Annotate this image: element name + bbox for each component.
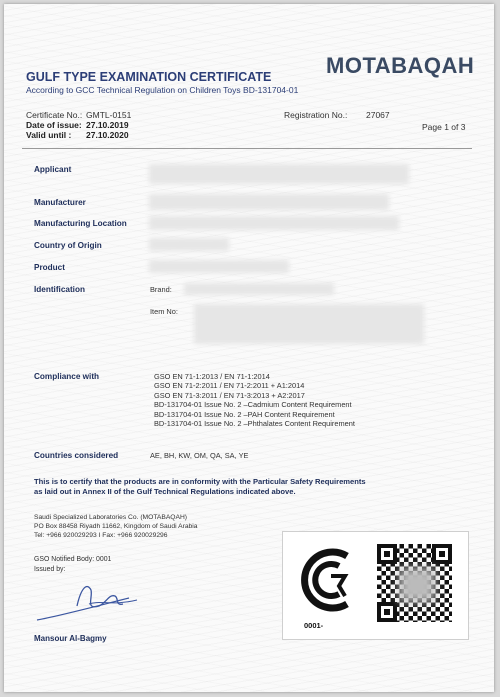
countries-value: AE, BH, KW, OM, QA, SA, YE (150, 451, 249, 460)
country-of-origin-label: Country of Origin (34, 241, 102, 250)
qr-finder-icon (377, 544, 397, 564)
lab-contact: Tel: +966 920029293 I Fax: +966 920029296 (34, 532, 168, 540)
divider (22, 148, 472, 149)
identification-label: Identification (34, 285, 85, 294)
certificate-page (4, 4, 494, 692)
redacted-location (149, 216, 399, 230)
registration-no-label: Registration No.: (284, 110, 348, 120)
applicant-label: Applicant (34, 165, 72, 174)
notified-body (34, 555, 111, 574)
redacted-qr-area (399, 568, 435, 602)
countries-considered-label: Countries considered (34, 451, 119, 460)
manufacturing-location-label: Manufacturing Location (34, 219, 127, 228)
compliance-item: GSO EN 71-1:2013 / EN 71-1:2014 (154, 372, 270, 381)
issued-by-label: Issued by: (34, 565, 66, 573)
item-no-label: Item No: (150, 307, 178, 316)
compliance-item: BD-131704-01 Issue No. 2 –Cadmium Content Requirement (154, 400, 352, 410)
valid-until-label: Valid until : (26, 130, 72, 140)
signatory-name: Mansour Al-Bagmy (34, 634, 107, 643)
compliance-item: GSO EN 71-3:2011 / EN 71-3:2013 + A2:2017 (154, 390, 305, 400)
product-label: Product (34, 263, 65, 272)
certificate-subtitle: According to GCC Technical Regulation on Children Toys BD-131704-01 (26, 85, 299, 95)
redacted-manufacturer (149, 194, 389, 210)
compliance-item: GSO EN 71-2:2011 / EN 71-2:2011 + A1:2014 (154, 381, 305, 391)
redacted-item-no (194, 304, 424, 344)
valid-until-value: 27.10.2020 (86, 130, 129, 140)
certificate-title: GULF TYPE EXAMINATION CERTIFICATE (26, 70, 272, 84)
mark-code: 0001- (304, 621, 324, 630)
gcc-conformity-mark-icon (295, 546, 359, 616)
redacted-brand (184, 283, 334, 295)
date-of-issue-value: 27.10.2019 (86, 120, 129, 130)
motabaqah-logo: MOTABAQAH (326, 53, 475, 78)
statement-line: This is to certify that the products are in conformity with the Particular Safety Requirements (34, 477, 366, 486)
redacted-product (149, 260, 289, 273)
gso-mark-and-qr (282, 531, 469, 640)
redacted-country (149, 238, 229, 251)
compliance-item: BD-131704-01 Issue No. 2 –PAH Content Requirement (154, 409, 335, 419)
lab-po-box: PO Box 88458 Riyadh 11662, Kingdom of Saudi Arabia (34, 523, 198, 531)
signature-image (29, 576, 149, 626)
page-indicator: Page 1 of 3 (422, 122, 466, 132)
certificate-no-label: Certificate No.: (26, 110, 83, 120)
compliance-item: BD-131704-01 Issue No. 2 –Phthalates Content Requirement (154, 419, 355, 429)
statement-line: as laid out in Annex II of the Gulf Technical Regulations indicated above. (34, 487, 296, 496)
certificate-no-value: GMTL-0151 (86, 110, 132, 120)
conformity-statement (34, 477, 474, 497)
redacted-applicant (149, 164, 409, 184)
lab-name: Saudi Specialized Laboratories Co. (MOTABAQAH) (34, 514, 188, 521)
brand-label: Brand: (150, 285, 172, 294)
date-of-issue-label: Date of issue: (26, 120, 82, 130)
registration-no-value: 27067 (366, 110, 390, 120)
gso-notified-body: GSO Notified Body: 0001 (34, 556, 112, 563)
compliance-with-label: Compliance with (34, 372, 100, 381)
qr-finder-icon (432, 544, 452, 564)
lab-address (34, 513, 197, 541)
qr-finder-icon (377, 602, 397, 622)
manufacturer-label: Manufacturer (34, 198, 86, 207)
compliance-list (154, 372, 355, 428)
